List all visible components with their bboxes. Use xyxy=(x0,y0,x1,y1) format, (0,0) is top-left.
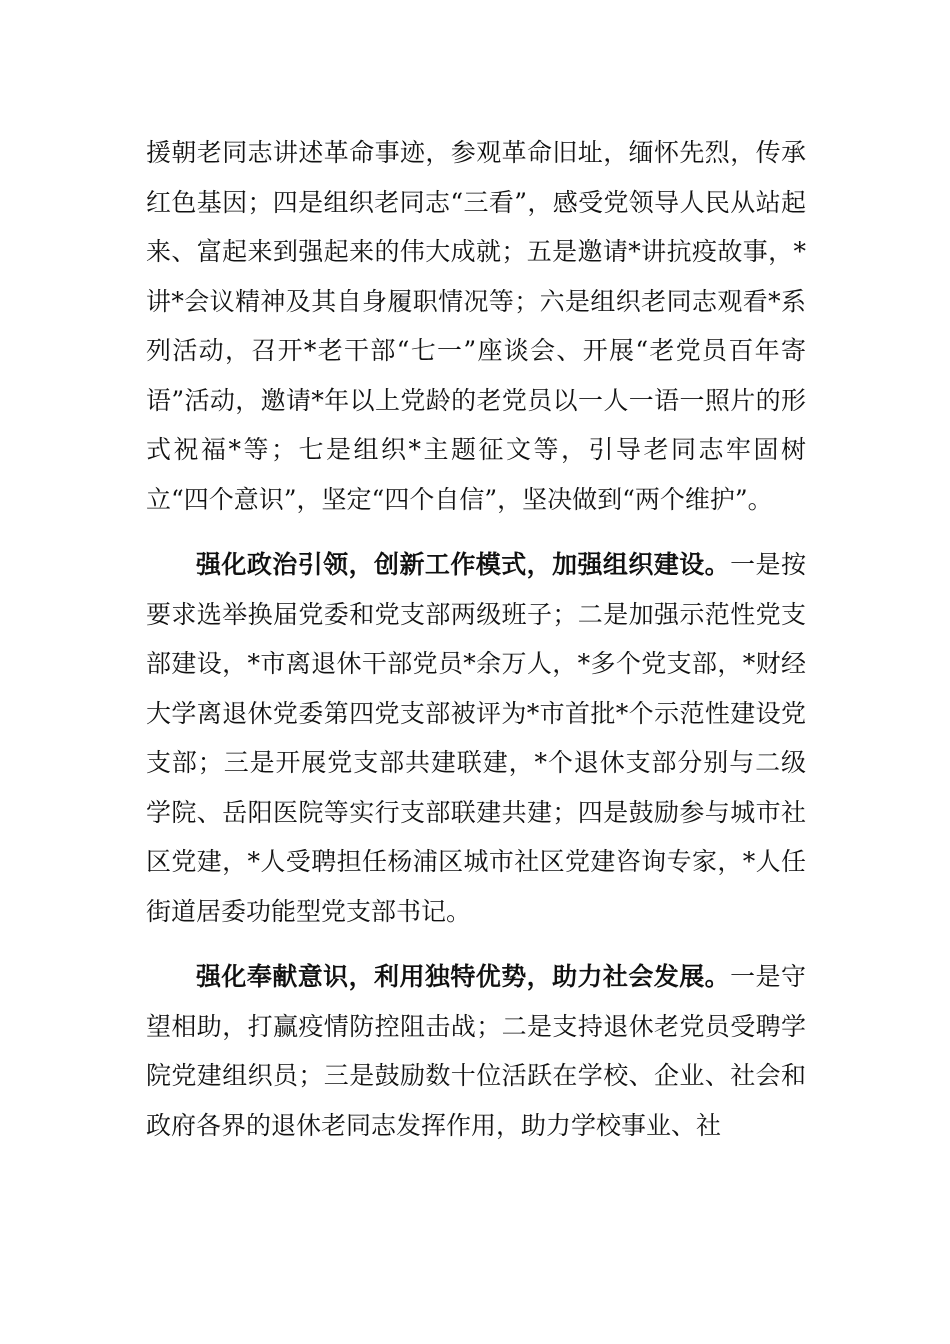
paragraph-continuation xyxy=(146,128,806,524)
paragraph-body: 援朝老同志讲述革命事迹，参观革命旧址，缅怀先烈，传承红色基因；四是组织老同志“三看”，感受党领导人民从站起来、富起来到强起来的伟大成就；五是邀请*讲抗疫故事，*讲*会议精神及其自身履职情况等；六是组织老同志观看*系列活动，召开*老干部“七一”座谈会、开展“老党员百年寄语”活动，邀请*年以上党龄的老党员以一人一语一照片的形式祝福*等；七是组织*主题征文等，引导老同志牢固树立“四个意识”，坚定“四个自信”，坚决做到“两个维护”。 xyxy=(146,138,806,514)
paragraph-heading: 强化政治引领，创新工作模式，加强组织建设。 xyxy=(196,550,731,579)
document-page xyxy=(146,128,806,1150)
paragraph-heading: 强化奉献意识，利用独特优势，助力社会发展。 xyxy=(196,962,731,991)
paragraph-gap xyxy=(146,936,806,952)
paragraph-contribution xyxy=(146,952,806,1150)
paragraph-gap xyxy=(146,524,806,540)
paragraph-body: 一是按要求选举换届党委和党支部两级班子；二是加强示范性党支部建设，*市离退休干部党员*余万人，*多个党支部，*财经大学离退休党委第四党支部被评为*市首批*个示范性建设党支部；三是开展党支部共建联建，*个退休支部分别与二级学院、岳阳医院等实行支部联建共建；四是鼓励参与城市社区党建，*人受聘担任杨浦区城市社区党建咨询专家，*人任街道居委功能型党支部书记。 xyxy=(146,550,806,926)
paragraph-body: 一是守望相助，打赢疫情防控阻击战；二是支持退休老党员受聘学院党建组织员；三是鼓励数十位活跃在学校、企业、社会和政府各界的退休老同志发挥作用，助力学校事业、社 xyxy=(146,962,806,1140)
paragraph-organization xyxy=(146,540,806,936)
